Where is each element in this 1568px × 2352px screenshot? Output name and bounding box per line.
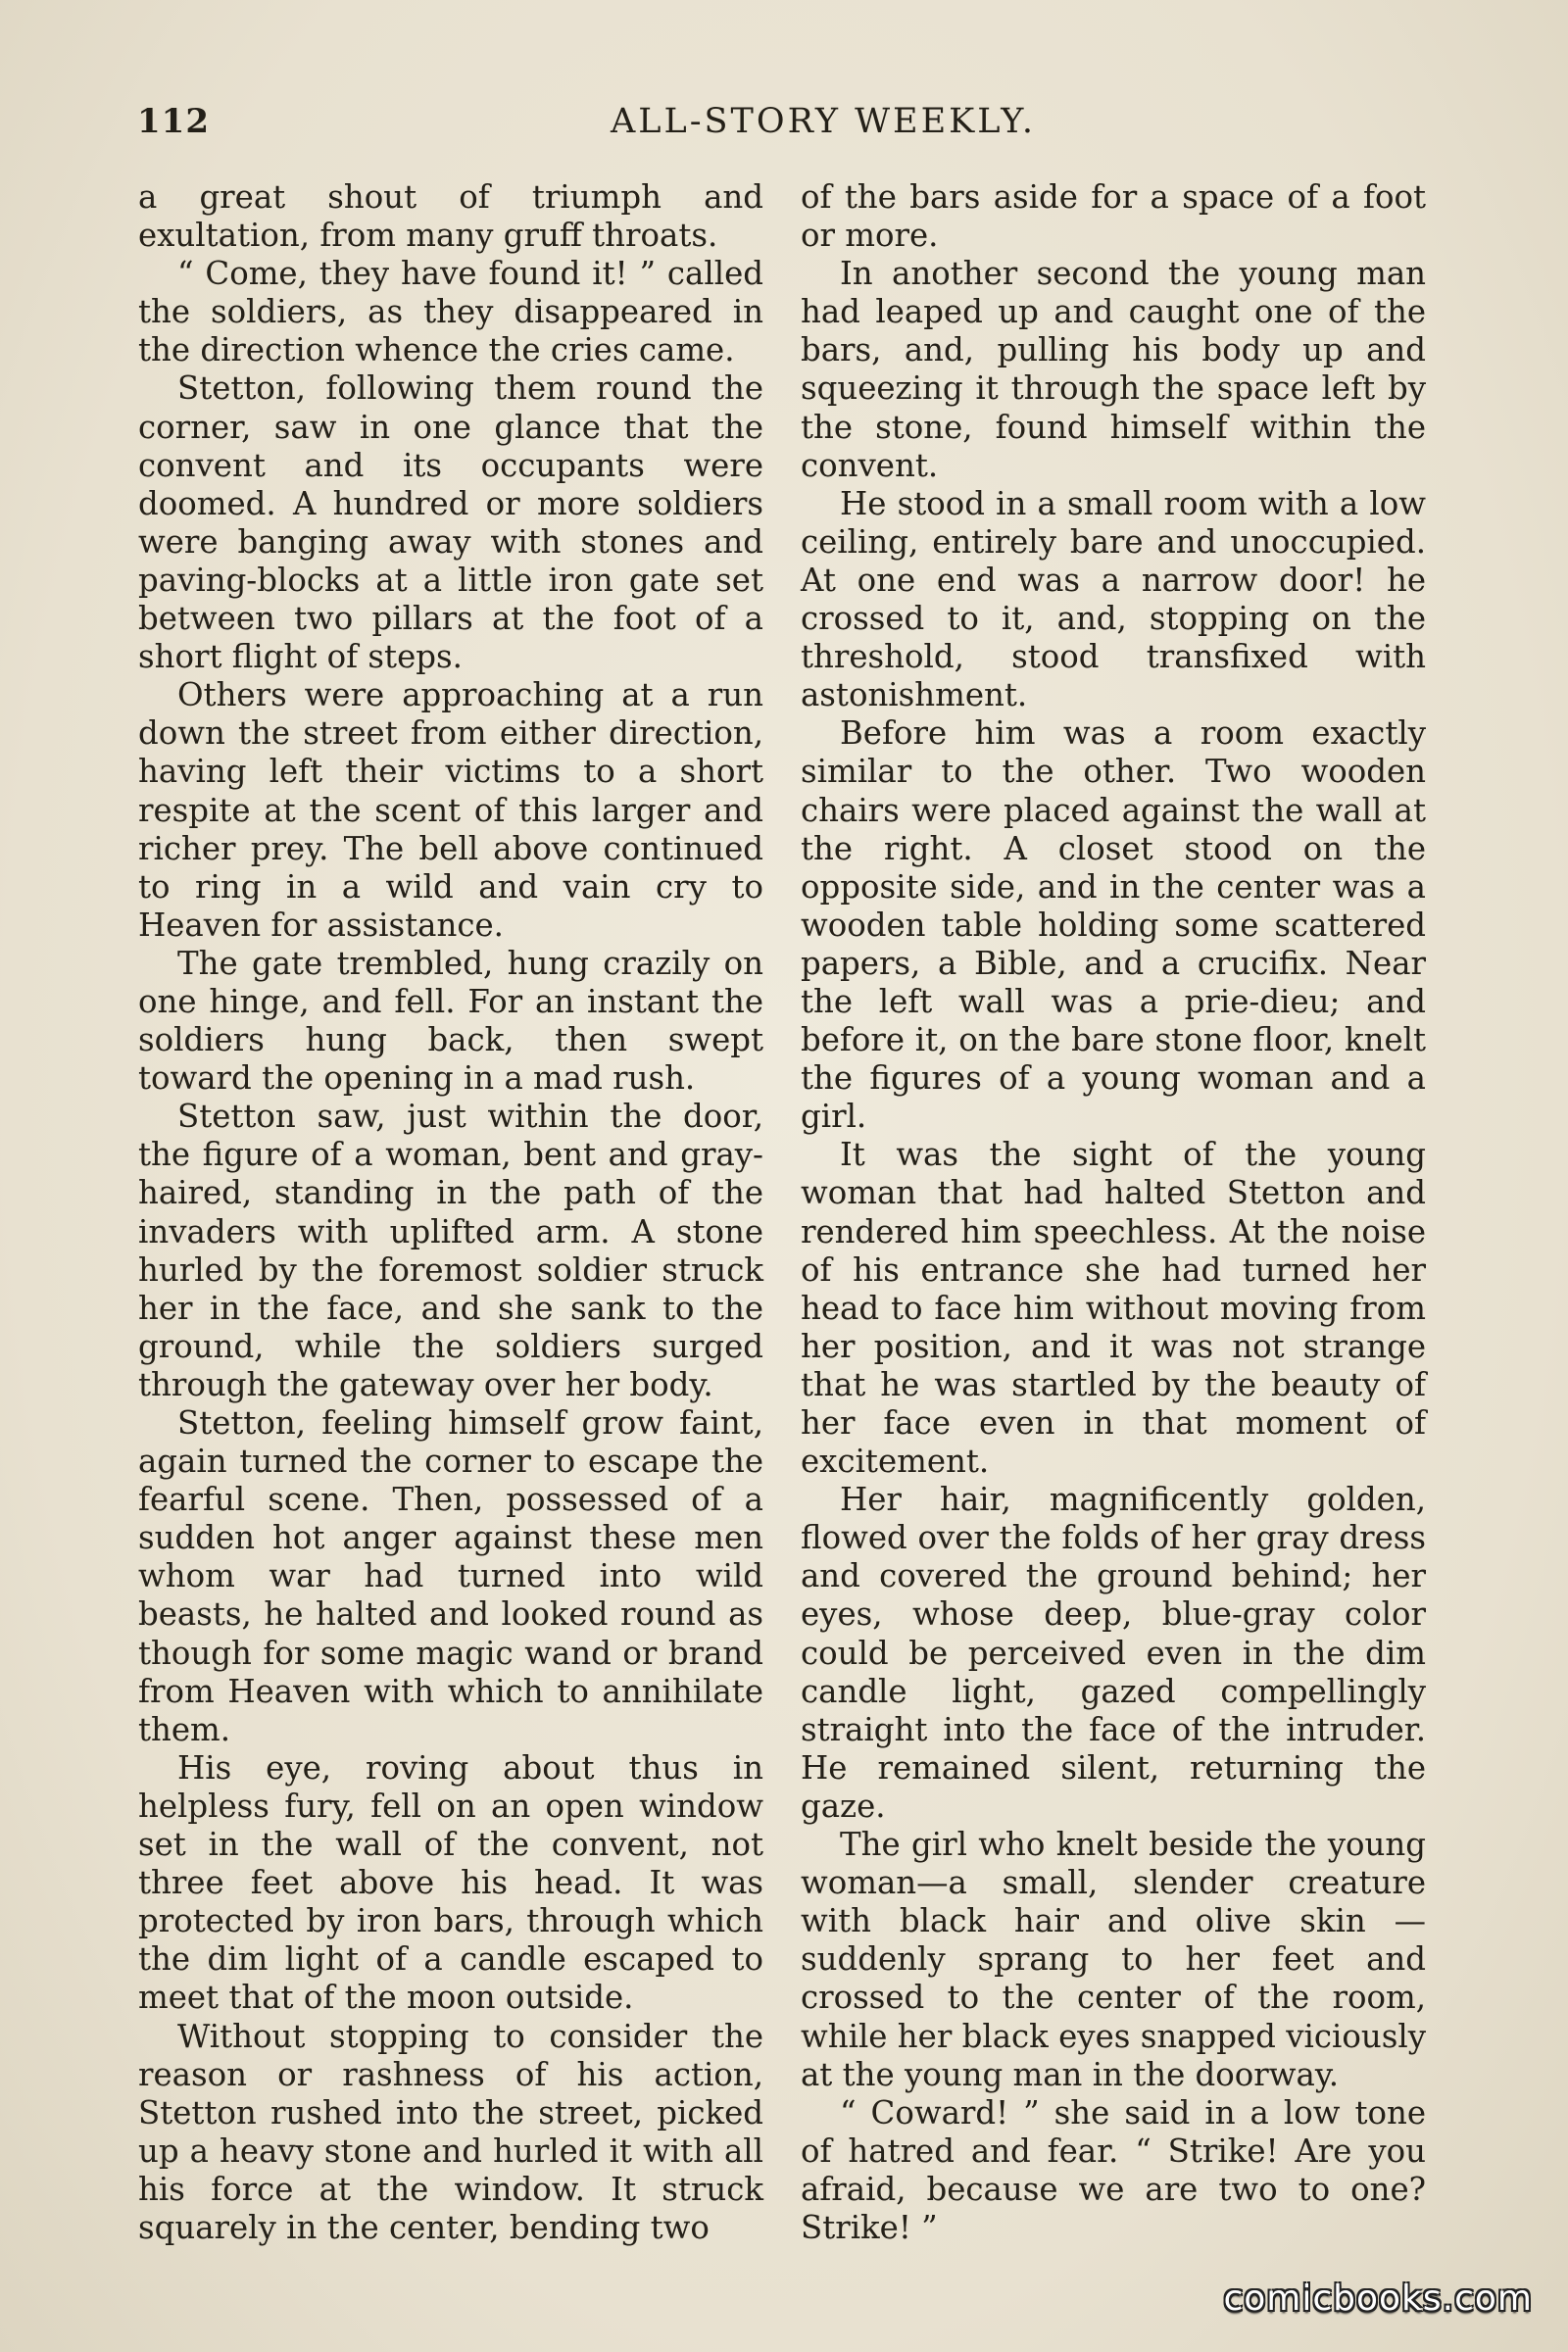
paragraph: In another second the young man had leaped up and caught one of the bars, and, pulling his body up and squeezing it through the space left by the stone, found himself within the convent. — [801, 255, 1426, 484]
paragraph: Stetton, feeling himself grow faint, again turned the corner to escape the fearful scene. Then, possessed of a sudden hot anger against these men whom war had turned into wild beasts, he halted and looked round as though for some magic wand or brand from Heaven with which to annihilate them. — [138, 1404, 763, 1748]
paragraph: “ Come, they have found it! ” called the soldiers, as they disappeared in the direction whence the cries came. — [138, 255, 763, 369]
watermark-text: comicbooks.com — [1223, 2278, 1533, 2319]
paragraph: He stood in a small room with a low ceiling, entirely bare and unoccupied. At one end was a narrow door! he crossed to it, and, stopping on the threshold, stood transfixed with astonishment. — [801, 484, 1426, 714]
paragraph: Others were approaching at a run down the street from either direction, having left their victims to a short respite at the scent of this larger and richer prey. The bell above continued to ring in a wild and vain cry to Heaven for assistance. — [138, 676, 763, 944]
paragraph: Stetton, following them round the corner, saw in one glance that the convent and its occupants were doomed. A hundred or more soldiers were banging away with stones and paving-blocks at a little iron gate set between two pillars at the foot of a short flight of steps. — [138, 369, 763, 676]
page-header — [137, 102, 1431, 171]
running-title: ALL-STORY WEEKLY. — [610, 102, 1037, 141]
page-number: 112 — [137, 102, 210, 141]
paragraph: The gate trembled, hung crazily on one hinge, and fell. For an instant the soldiers hung back, then swept toward the opening in a mad rush. — [138, 944, 763, 1098]
paragraph: Her hair, magnificently golden, flowed over the folds of her gray dress and covered the ground behind; her eyes, whose deep, blue-gray color could be perceived even in the dim candle light, gazed compellingly straight into the face of the intruder. He remained silent, returning the gaze. — [801, 1481, 1426, 1825]
paragraph: Before him was a room exactly similar to the other. Two wooden chairs were placed against the wall at the right. A closet stood on the opposite side, and in the center was a wooden table holding some scattered papers, a Bible, and a crucifix. Near the left wall was a prie-dieu; and before it, on the bare stone floor, knelt the figures of a young woman and a girl. — [801, 714, 1426, 1136]
paragraph: Stetton saw, just within the door, the figure of a woman, bent and gray-haired, standing in the path of the invaders with uplifted arm. A stone hurled by the foremost soldier struck her in the face, and she sank to the ground, while the soldiers surged through the gateway over her body. — [138, 1098, 763, 1403]
left-column — [138, 178, 763, 2247]
paragraph: Without stopping to consider the reason or rashness of his action, Stetton rushed into the street, picked up a heavy stone and hurled it with all his force at the window. It struck squarely in the center, bending two — [138, 2017, 763, 2246]
paragraph: His eye, roving about thus in helpless fury, fell on an open window set in the wall of the convent, not three feet above his head. It was protected by iron bars, through which the dim light of a candle escaped to meet that of the moon outside. — [138, 1748, 763, 2017]
paragraph: It was the sight of the young woman that had halted Stetton and rendered him speechless. At the noise of his entrance she had turned her head to face him without moving from her position, and it was not strange that he was startled by the beauty of her face even in that moment of excitement. — [801, 1136, 1426, 1481]
paragraph: The girl who knelt beside the young woman—a small, slender creature with black hair and olive skin — suddenly sprang to her feet and crossed to the center of the room, while her black eyes snapped viciously at the young man in the doorway. — [801, 1826, 1426, 2093]
right-column — [801, 178, 1426, 2247]
paragraph: of the bars aside for a space of a foot or more. — [801, 178, 1426, 255]
paragraph: a great shout of triumph and exultation, from many gruff throats. — [138, 178, 763, 255]
paragraph: “ Coward! ” she said in a low tone of hatred and fear. “ Strike! Are you afraid, because we are two to one? Strike! ” — [801, 2093, 1426, 2246]
